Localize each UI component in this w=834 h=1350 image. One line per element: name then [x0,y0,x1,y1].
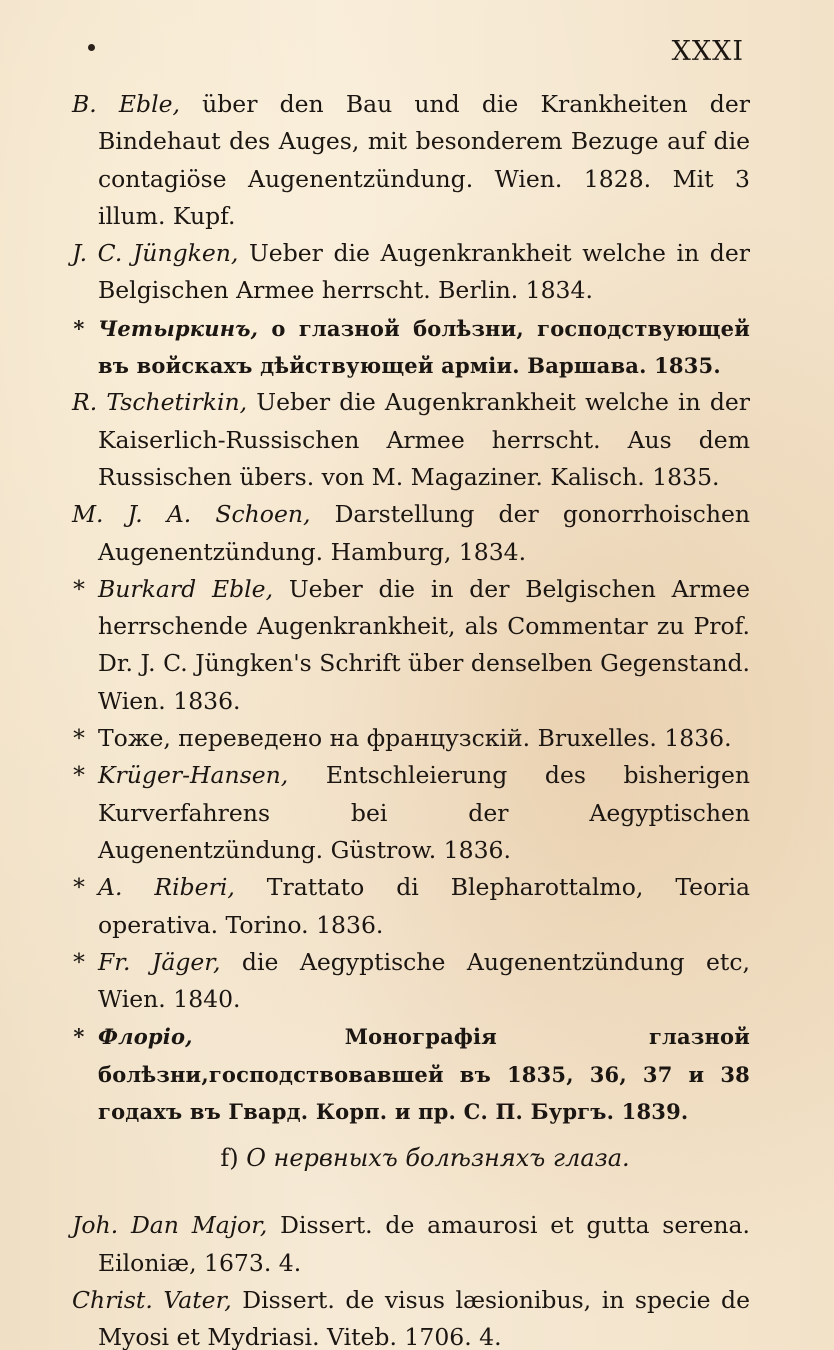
entry-text: Dissert. de visus læsionibus, in specie de Myosi et Mydriasi. Viteb. 1706. 4. [98,1285,751,1350]
entry-text: о глазной болѣзни, господствующей въ войскахъ дѣйствующей арміи. Варшава. 1835. [98,315,750,379]
entry-star: * [73,1024,85,1050]
page-number: XXXI [671,36,744,67]
entry-author: Burkard Eble, [98,574,274,603]
bibliography-entry [60,235,750,310]
entry-author: A. Riberi, [98,873,235,902]
bibliography-entry [60,1018,750,1130]
entry-text: Ueber die in der Belgischen Armee herrschende Augenkrankheit, als Commentar zu Prof. Dr. J. C. Jüngken's Schrift über denselben Gegenstand. Wien. 1836. [98,574,750,715]
entry-text: Ueber die Augenkrankheit welche in der Kaiserlich-Russischen Armee herrscht. Aus dem Russischen übers. von M. Magaziner. Kalisch. 1835. [98,388,751,491]
entry-author: Krüger-Hansen, [98,761,289,790]
bibliography-entry [60,944,750,1019]
bibliography-entry [60,757,750,869]
entry-text: Dissert. de amaurosi et gutta serena. Eiloniæ, 1673. 4. [98,1211,750,1277]
entry-author: J. C. Jüngken, [72,239,239,268]
entry-author: Флоріо, [98,1024,193,1050]
bibliography-entry [60,86,750,235]
entry-star: * [73,873,85,902]
bibliography-entry [60,384,750,496]
entry-star: * [73,947,85,976]
entry-author: R. Tschetirkin, [72,388,248,417]
bibliography-entry [60,571,750,720]
entry-text: Ueber die Augenkrankheit welche in der Belgischen Armee herrscht. Berlin. 1834. [98,239,750,305]
entry-author: Fr. Jäger, [98,947,221,976]
bibliography-entry [60,496,750,571]
entry-star: * [73,574,85,603]
entry-author: Четыркинъ, [98,315,259,341]
entry-text: Монографія глазной болѣзни,господствовавшей въ 1835, 36, 37 и 38 годахъ въ Гвард. Корп. и пр. С. П. Бургъ. 1839. [98,1024,750,1125]
ink-dot [88,44,95,51]
entry-star: * [73,724,85,753]
entry-author: Joh. Dan Major, [72,1211,268,1240]
bibliography-entry [60,720,750,757]
bibliography-entry [60,1282,750,1350]
entry-text: Trattato di Blepharottalmo, Teoria operativa. Torino. 1836. [98,873,750,939]
entry-author: Christ. Vater, [72,1285,232,1314]
entry-text: Darstellung der gonorrhoischen Augenentzündung. Hamburg, 1834. [98,500,750,566]
section-title: О нервныхъ болѣзняхъ глаза. [246,1144,630,1173]
bibliography-list [60,86,750,1350]
bibliography-entry [60,1207,750,1282]
entry-author: B. Eble, [72,90,180,118]
section-heading [60,1140,750,1177]
entry-text: Entschleierung des bisherigen Kurverfahrens bei der Aegyptischen Augenentzündung. Güstrow. 1836. [98,761,750,864]
section-letter: f) [220,1144,239,1173]
bibliography-entry [60,869,750,944]
entry-star: * [73,761,85,790]
entry-text: über den Bau und die Krankheiten der Bindehaut des Auges, mit besonderem Bezuge auf die contagiöse Augenentzündung. Wien. 1828. Mit 3 illum. Kupf. [98,90,750,230]
entry-text: Тоже, переведено на французскій. Bruxelles. 1836. [98,724,732,753]
entry-star: * [73,315,85,341]
bibliography-entry [60,310,750,385]
entry-author: M. J. A. Schoen, [72,500,311,529]
entry-text: die Aegyptische Augenentzündung etc, Wien. 1840. [98,947,751,1014]
